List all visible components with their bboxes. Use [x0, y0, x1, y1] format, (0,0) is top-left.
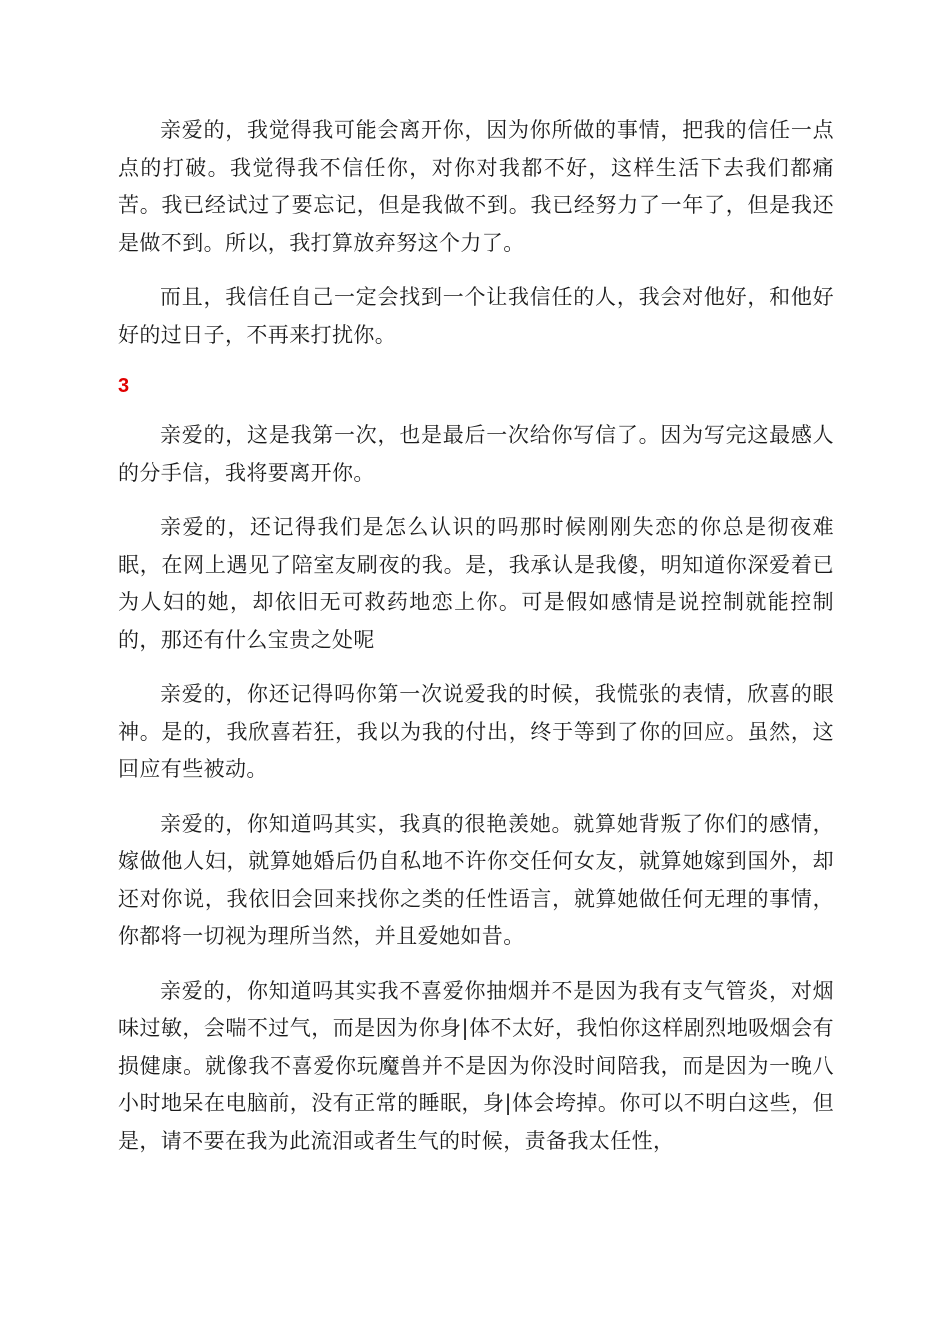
document-body: [118, 112, 834, 1177]
paragraph: 亲爱的，你知道吗其实，我真的很艳羡她。就算她背叛了你们的感情，嫁做他人妇，就算她婚后仍自私地不许你交任何女友，就算她嫁到国外，却还对你说，我依旧会回来找你之类的任性语言，就算她做任何无理的事情，你都将一切视为理所当然，并且爱她如昔。: [118, 811, 834, 948]
section-number: 3: [118, 375, 130, 397]
paragraph: 亲爱的，我觉得我可能会离开你，因为你所做的事情，把我的信任一点点的打破。我觉得我不信任你，对你对我都不好，这样生活下去我们都痛苦。我已经试过了要忘记，但是我做不到。我已经努力了一年了，但是我还是做不到。所以，我打算放弃努这个力了。: [118, 118, 834, 255]
paragraph: 亲爱的，你知道吗其实我不喜爱你抽烟并不是因为我有支气管炎，对烟味过敏，会喘不过气，而是因为你身|体不太好，我怕你这样剧烈地吸烟会有损健康。就像我不喜爱你玩魔兽并不是因为你没时间陪我，而是因为一晚八小时地呆在电脑前，没有正常的睡眠，身|体会垮掉。你可以不明白这些，但是，请不要在我为此流泪或者生气的时候，责备我太任性，: [118, 978, 834, 1153]
paragraph: 亲爱的，还记得我们是怎么认识的吗那时候刚刚失恋的你总是彻夜难眠，在网上遇见了陪室友刷夜的我。是，我承认是我傻，明知道你深爱着已为人妇的她，却依旧无可救药地恋上你。可是假如感情是说控制就能控制的，那还有什么宝贵之处呢: [118, 515, 834, 652]
paragraph: 而且，我信任自己一定会找到一个让我信任的人，我会对他好，和他好好的过日子，不再来打扰你。: [118, 285, 834, 347]
paragraph: 亲爱的，你还记得吗你第一次说爱我的时候，我慌张的表情，欣喜的眼神。是的，我欣喜若狂，我以为我的付出，终于等到了你的回应。虽然，这回应有些被动。: [118, 682, 834, 781]
paragraph: 亲爱的，这是我第一次，也是最后一次给你写信了。因为写完这最感人的分手信，我将要离开你。: [118, 423, 834, 485]
